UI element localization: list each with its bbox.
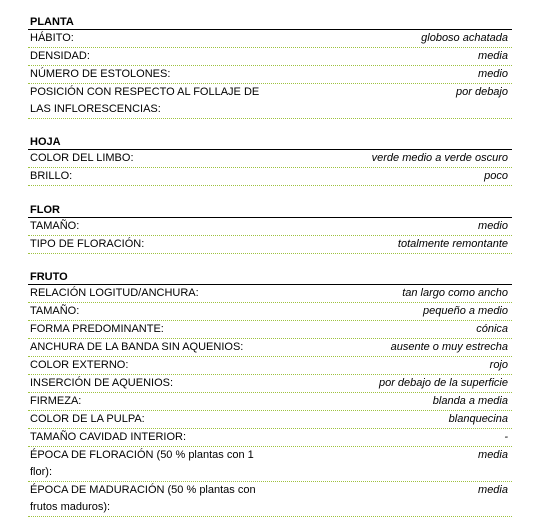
attribute-value: totalmente remontante [397, 238, 508, 250]
attribute-row [28, 150, 512, 168]
section-title: FLOR [28, 204, 512, 218]
attribute-value: ausente o muy estrecha [390, 341, 508, 353]
attribute-label: FIRMEZA: [30, 395, 82, 407]
attribute-row [28, 48, 512, 66]
attribute-value: poco [484, 170, 508, 182]
attribute-value: blanquecina [448, 413, 508, 425]
attribute-label: COLOR DE LA PULPA: [30, 413, 145, 425]
attribute-row [28, 218, 512, 236]
section-flor [28, 204, 512, 254]
attribute-value: globoso achatada [421, 32, 508, 44]
attribute-row [28, 30, 512, 48]
attribute-label: TIPO DE FLORACIÓN: [30, 238, 145, 250]
attribute-row [28, 357, 512, 375]
section-planta [28, 16, 512, 119]
attribute-label: ÉPOCA DE MADURACIÓN (50 % plantas con frutos maduros): [30, 484, 256, 513]
attribute-row [28, 482, 512, 517]
attribute-label: NÚMERO DE ESTOLONES: [30, 68, 171, 80]
attribute-label: COLOR EXTERNO: [30, 359, 129, 371]
attribute-value: medio [478, 68, 508, 80]
attribute-label: TAMAÑO: [30, 220, 80, 232]
attribute-row [28, 66, 512, 84]
section-title: PLANTA [28, 16, 512, 30]
section-title: HOJA [28, 136, 512, 150]
attribute-label: HÁBITO: [30, 32, 74, 44]
attribute-value: medio [478, 220, 508, 232]
attribute-value: media [478, 484, 508, 496]
attribute-row [28, 303, 512, 321]
attribute-value: rojo [489, 359, 508, 371]
attribute-row [28, 236, 512, 254]
attribute-label: POSICIÓN CON RESPECTO AL FOLLAJE DE LAS INFLORESCENCIAS: [30, 86, 260, 115]
attribute-label: DENSIDAD: [30, 50, 90, 62]
attribute-value: blanda a media [432, 395, 508, 407]
section-title: FRUTO [28, 271, 512, 285]
attribute-label: COLOR DEL LIMBO: [30, 152, 134, 164]
attribute-value: media [478, 50, 508, 62]
attribute-row [28, 321, 512, 339]
attribute-value: pequeño a medio [422, 305, 508, 317]
attribute-label: ÉPOCA DE FLORACIÓN (50 % plantas con 1 flor): [30, 449, 254, 478]
attribute-value: verde medio a verde oscuro [371, 152, 508, 164]
attribute-row [28, 411, 512, 429]
attribute-row [28, 393, 512, 411]
attribute-row [28, 447, 512, 482]
attribute-value: cónica [476, 323, 508, 335]
attribute-value: media [478, 449, 508, 461]
attribute-row [28, 168, 512, 186]
attribute-label: FORMA PREDOMINANTE: [30, 323, 164, 335]
section-hoja [28, 136, 512, 186]
attribute-row [28, 285, 512, 303]
attribute-label: BRILLO: [30, 170, 73, 182]
section-fruto [28, 271, 512, 517]
attribute-row [28, 375, 512, 393]
attribute-label: INSERCIÓN DE AQUENIOS: [30, 377, 174, 389]
attribute-value: - [504, 431, 508, 443]
attribute-row [28, 429, 512, 447]
attribute-value: por debajo [456, 86, 508, 98]
attribute-label: TAMAÑO CAVIDAD INTERIOR: [30, 431, 187, 443]
attribute-label: RELACIÓN LOGITUD/ANCHURA: [30, 287, 199, 299]
attribute-row [28, 339, 512, 357]
attribute-value: por debajo de la superficie [378, 377, 508, 389]
attribute-label: TAMAÑO: [30, 305, 80, 317]
attribute-label: ANCHURA DE LA BANDA SIN AQUENIOS: [30, 341, 244, 353]
attribute-row [28, 84, 512, 119]
attribute-value: tan largo como ancho [402, 287, 508, 299]
